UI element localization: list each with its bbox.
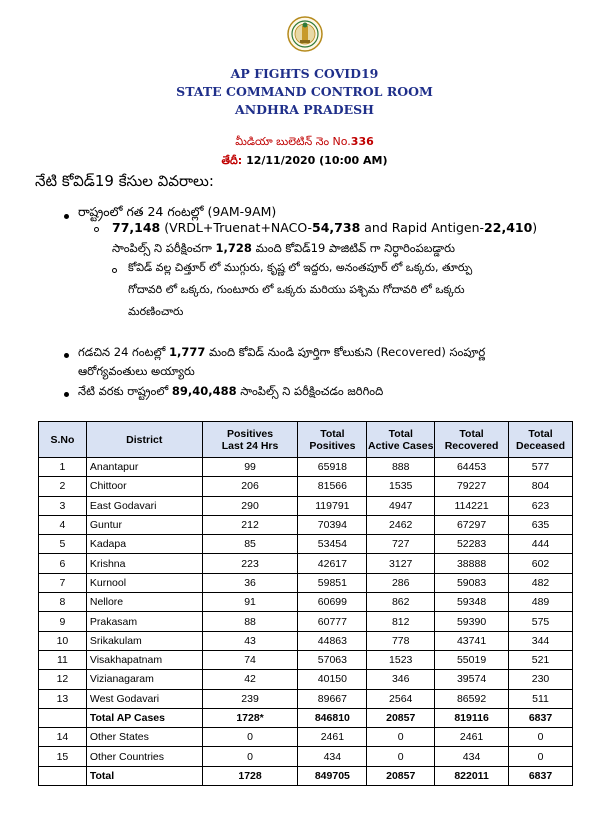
bulletin-date: తేదీ: 12/11/2020 (10:00 AM) <box>221 154 388 167</box>
section-heading: నేటి కోవిడ్19 కేసుల వివరాలు: <box>35 172 214 190</box>
value-cell: 0 <box>367 728 435 747</box>
value-cell: 15 <box>39 747 87 766</box>
value-cell: 14 <box>39 728 87 747</box>
table-row <box>39 650 573 669</box>
value-cell: 9 <box>39 612 87 631</box>
value-cell: 2461 <box>435 728 509 747</box>
table-row <box>39 535 573 554</box>
value-cell: 0 <box>509 728 573 747</box>
value-cell: 91 <box>202 593 298 612</box>
value-cell: 7 <box>39 573 87 592</box>
value-cell: 623 <box>509 496 573 515</box>
value-cell: 65918 <box>298 458 367 477</box>
table-row <box>39 593 573 612</box>
district-cell: Nellore <box>86 593 202 612</box>
value-cell: 44863 <box>298 631 367 650</box>
value-cell: 290 <box>202 496 298 515</box>
sub-bullet-ring <box>94 227 99 232</box>
value-cell: 67297 <box>435 515 509 534</box>
col-header-positives-24h: Positives Last 24 Hrs <box>202 422 298 458</box>
value-cell: 59390 <box>435 612 509 631</box>
value-cell: 239 <box>202 689 298 708</box>
value-cell: 59851 <box>298 573 367 592</box>
header-title-line1: AP FIGHTS COVID19 <box>230 66 379 81</box>
value-cell: 1523 <box>367 650 435 669</box>
value-cell: 42617 <box>298 554 367 573</box>
bullet1-deaths-line2: గోదావరి లో ఒక్కరు, గుంటూరు లో ఒక్కరు మరియు పశ్చిమ గోదావరి లో ఒక్కరు <box>128 283 465 296</box>
header-title-line3: ANDHRA PRADESH <box>235 102 374 117</box>
district-cell: Kurnool <box>86 573 202 592</box>
value-cell: 42 <box>202 670 298 689</box>
value-cell: 53454 <box>298 535 367 554</box>
table-row <box>39 689 573 708</box>
district-cell: Other States <box>86 728 202 747</box>
bullet1-deaths-line1: కోవిడ్ వల్ల చిత్తూర్ లో ముగ్గురు, కృష్ణ లో ఇద్దరు, అనంతపూర్ లో ఒక్కరు, తూర్పు <box>128 261 473 274</box>
value-cell: 88 <box>202 612 298 631</box>
value-cell: 344 <box>509 631 573 650</box>
sub-bullet-ring <box>112 268 117 273</box>
value-cell: 70394 <box>298 515 367 534</box>
value-cell: 223 <box>202 554 298 573</box>
value-cell: 0 <box>202 728 298 747</box>
value-cell: 86592 <box>435 689 509 708</box>
value-cell: 862 <box>367 593 435 612</box>
table-row <box>39 477 573 496</box>
table-row <box>39 670 573 689</box>
value-cell: 822011 <box>435 766 509 785</box>
value-cell: 346 <box>367 670 435 689</box>
table-row <box>39 747 573 766</box>
table-row <box>39 631 573 650</box>
table-row <box>39 554 573 573</box>
bullet-dot <box>64 392 69 397</box>
value-cell <box>39 766 87 785</box>
value-cell: 849705 <box>298 766 367 785</box>
value-cell: 635 <box>509 515 573 534</box>
value-cell: 230 <box>509 670 573 689</box>
value-cell: 6837 <box>509 708 573 727</box>
col-header-active: Total Active Cases <box>367 422 435 458</box>
table-row <box>39 515 573 534</box>
value-cell: 846810 <box>298 708 367 727</box>
value-cell: 1728* <box>202 708 298 727</box>
value-cell: 727 <box>367 535 435 554</box>
value-cell: 89667 <box>298 689 367 708</box>
value-cell: 0 <box>367 747 435 766</box>
district-cell: Total <box>86 766 202 785</box>
value-cell: 39574 <box>435 670 509 689</box>
col-header-district: District <box>86 422 202 458</box>
bullet1-lead: రాష్ట్రంలో గత 24 గంటల్లో (9AM-9AM) <box>78 204 277 219</box>
value-cell: 40150 <box>298 670 367 689</box>
value-cell: 1728 <box>202 766 298 785</box>
value-cell: 1 <box>39 458 87 477</box>
district-cell: Visakhapatnam <box>86 650 202 669</box>
value-cell: 2461 <box>298 728 367 747</box>
value-cell: 0 <box>202 747 298 766</box>
bullet-dot <box>64 214 69 219</box>
value-cell: 489 <box>509 593 573 612</box>
value-cell: 6 <box>39 554 87 573</box>
bullet1-positive-line: సాంపిల్స్ ని పరీక్షించగా 1,728 మంది కోవిడ్19 పాజిటివ్ గా నిర్ధారింపబడ్డారు <box>112 241 455 255</box>
district-cell: Prakasam <box>86 612 202 631</box>
value-cell: 819116 <box>435 708 509 727</box>
value-cell: 60777 <box>298 612 367 631</box>
value-cell: 12 <box>39 670 87 689</box>
district-cell: Srikakulam <box>86 631 202 650</box>
district-cell: Anantapur <box>86 458 202 477</box>
value-cell: 206 <box>202 477 298 496</box>
value-cell: 212 <box>202 515 298 534</box>
table-total-row <box>39 708 573 727</box>
value-cell: 444 <box>509 535 573 554</box>
district-cell: Chittoor <box>86 477 202 496</box>
value-cell: 5 <box>39 535 87 554</box>
value-cell: 3127 <box>367 554 435 573</box>
value-cell: 13 <box>39 689 87 708</box>
value-cell: 10 <box>39 631 87 650</box>
value-cell: 4 <box>39 515 87 534</box>
bullet3-samples-total: నేటి వరకు రాష్ట్రంలో 89,40,488 సాంపిల్స్ ని పరీక్షించడం జరిగింది <box>78 384 384 398</box>
ap-state-emblem-icon <box>287 16 323 52</box>
bullet1-samples-line: 77,148 (VRDL+Truenat+NACO-54,738 and Rapid Antigen-22,410) <box>112 220 538 235</box>
value-cell: 20857 <box>367 766 435 785</box>
header-title-line2: STATE COMMAND CONTROL ROOM <box>176 84 433 99</box>
value-cell: 8 <box>39 593 87 612</box>
col-header-recovered: Total Recovered <box>435 422 509 458</box>
bullet2-line2: ఆరోగ్యవంతులు అయ్యారు <box>78 364 195 378</box>
district-cell: Guntur <box>86 515 202 534</box>
value-cell: 43 <box>202 631 298 650</box>
value-cell: 602 <box>509 554 573 573</box>
district-cell: Krishna <box>86 554 202 573</box>
value-cell: 521 <box>509 650 573 669</box>
value-cell: 20857 <box>367 708 435 727</box>
bullet1-deaths-line3: మరణించారు <box>128 305 184 318</box>
value-cell: 59348 <box>435 593 509 612</box>
value-cell: 81566 <box>298 477 367 496</box>
media-bulletin-number: మీడియా బులెటిన్ నెం No.336 <box>235 135 374 148</box>
value-cell: 119791 <box>298 496 367 515</box>
value-cell: 1535 <box>367 477 435 496</box>
district-cell: Vizianagaram <box>86 670 202 689</box>
value-cell: 511 <box>509 689 573 708</box>
value-cell: 85 <box>202 535 298 554</box>
table-row <box>39 458 573 477</box>
value-cell: 38888 <box>435 554 509 573</box>
value-cell: 79227 <box>435 477 509 496</box>
value-cell: 59083 <box>435 573 509 592</box>
value-cell: 52283 <box>435 535 509 554</box>
district-cases-table <box>38 421 573 786</box>
value-cell <box>39 708 87 727</box>
table-total-row <box>39 766 573 785</box>
value-cell: 778 <box>367 631 435 650</box>
value-cell: 4947 <box>367 496 435 515</box>
value-cell: 2 <box>39 477 87 496</box>
value-cell: 482 <box>509 573 573 592</box>
value-cell: 286 <box>367 573 435 592</box>
value-cell: 804 <box>509 477 573 496</box>
value-cell: 60699 <box>298 593 367 612</box>
col-header-total-positives: Total Positives <box>298 422 367 458</box>
value-cell: 11 <box>39 650 87 669</box>
table-row <box>39 612 573 631</box>
value-cell: 114221 <box>435 496 509 515</box>
value-cell: 888 <box>367 458 435 477</box>
col-header-deceased: Total Deceased <box>509 422 573 458</box>
value-cell: 434 <box>435 747 509 766</box>
value-cell: 0 <box>509 747 573 766</box>
value-cell: 99 <box>202 458 298 477</box>
district-cell: West Godavari <box>86 689 202 708</box>
col-header-sno: S.No <box>39 422 87 458</box>
bullet-dot <box>64 353 69 358</box>
table-row <box>39 573 573 592</box>
district-cell: East Godavari <box>86 496 202 515</box>
district-cell: Kadapa <box>86 535 202 554</box>
value-cell: 3 <box>39 496 87 515</box>
value-cell: 64453 <box>435 458 509 477</box>
table-header-row <box>39 422 573 458</box>
value-cell: 2564 <box>367 689 435 708</box>
value-cell: 434 <box>298 747 367 766</box>
value-cell: 812 <box>367 612 435 631</box>
table-row <box>39 728 573 747</box>
value-cell: 577 <box>509 458 573 477</box>
district-cell: Total AP Cases <box>86 708 202 727</box>
value-cell: 55019 <box>435 650 509 669</box>
value-cell: 57063 <box>298 650 367 669</box>
table-row <box>39 496 573 515</box>
district-cell: Other Countries <box>86 747 202 766</box>
value-cell: 43741 <box>435 631 509 650</box>
bullet2-recovered-line: గడచిన 24 గంటల్లో 1,777 మంది కోవిడ్ నుండి పూర్తిగా కోలుకుని (Recovered) సంపూర్ణ <box>78 345 486 359</box>
value-cell: 74 <box>202 650 298 669</box>
value-cell: 36 <box>202 573 298 592</box>
value-cell: 6837 <box>509 766 573 785</box>
value-cell: 575 <box>509 612 573 631</box>
value-cell: 2462 <box>367 515 435 534</box>
